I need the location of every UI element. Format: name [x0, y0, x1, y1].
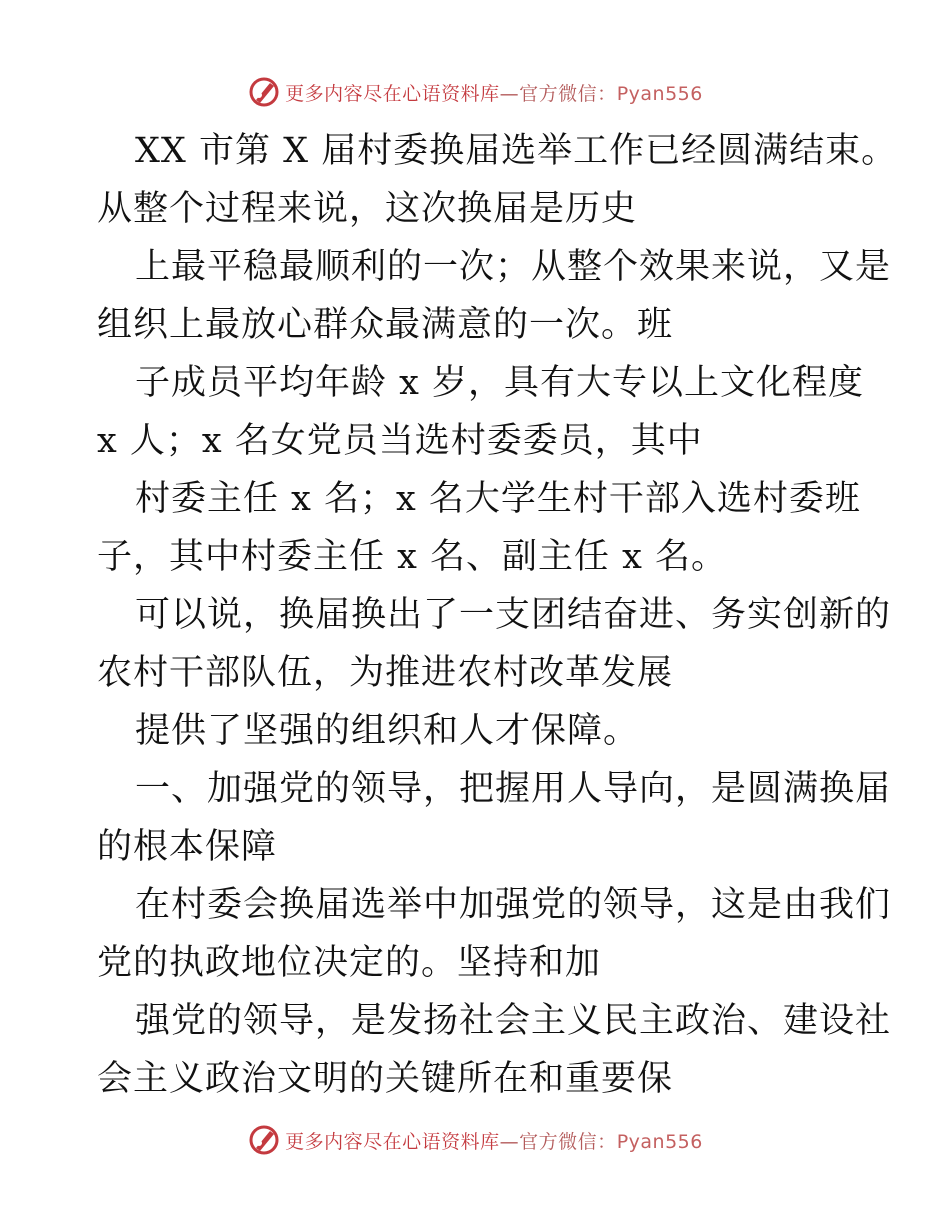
text-line: x 人；x 名女党员当选村委委员，其中	[97, 421, 703, 461]
text-line: 子，其中村委主任 x 名、副主任 x 名。	[97, 537, 727, 577]
text-line: XX 市第 X 届村委换届选举工作已经圆满结束。	[135, 131, 898, 171]
text-line: 组织上最放心群众最满意的一次。班	[97, 305, 674, 345]
banner-sub-text: 官方微信：	[519, 82, 617, 105]
text-line: 子成员平均年龄 x 岁，具有大专以上文化程度	[135, 363, 864, 403]
header-banner	[0, 72, 950, 112]
text-line: 村委主任 x 名；x 名大学生村干部入选村委班	[135, 479, 861, 519]
brand-logo-icon	[247, 75, 281, 109]
text-line: 一、加强党的领导，把握用人导向，是圆满换届	[135, 769, 892, 809]
banner-wechat-id: Pyan556	[616, 82, 703, 105]
banner-dash: —	[499, 1130, 520, 1153]
brand-logo-icon	[247, 1123, 281, 1157]
footer-banner-text	[285, 1127, 703, 1154]
text-line: 在村委会换届选举中加强党的领导，这是由我们	[135, 885, 892, 925]
header-banner-text	[285, 79, 703, 106]
document-body	[97, 122, 898, 1108]
banner-dash: —	[499, 82, 520, 105]
footer-banner	[0, 1120, 950, 1160]
text-line: 的根本保障	[97, 827, 278, 867]
text-line: 党的执政地位决定的。坚持和加	[97, 943, 602, 983]
text-line: 农村干部队伍，为推进农村改革发展	[97, 653, 674, 693]
banner-wechat-id: Pyan556	[616, 1130, 703, 1153]
text-line: 从整个过程来说，这次换届是历史	[97, 189, 638, 229]
text-line: 可以说，换届换出了一支团结奋进、务实创新的	[135, 595, 892, 635]
text-line: 强党的领导，是发扬社会主义民主政治、建设社	[135, 1001, 892, 1041]
banner-sub-text: 官方微信：	[519, 1130, 617, 1153]
banner-main-text: 更多内容尽在心语资料库	[285, 1130, 500, 1153]
text-line: 提供了坚强的组织和人才保障。	[135, 711, 640, 751]
text-line: 会主义政治文明的关键所在和重要保	[97, 1059, 674, 1099]
banner-main-text: 更多内容尽在心语资料库	[285, 82, 500, 105]
text-line: 上最平稳最顺利的一次；从整个效果来说，又是	[135, 247, 892, 287]
